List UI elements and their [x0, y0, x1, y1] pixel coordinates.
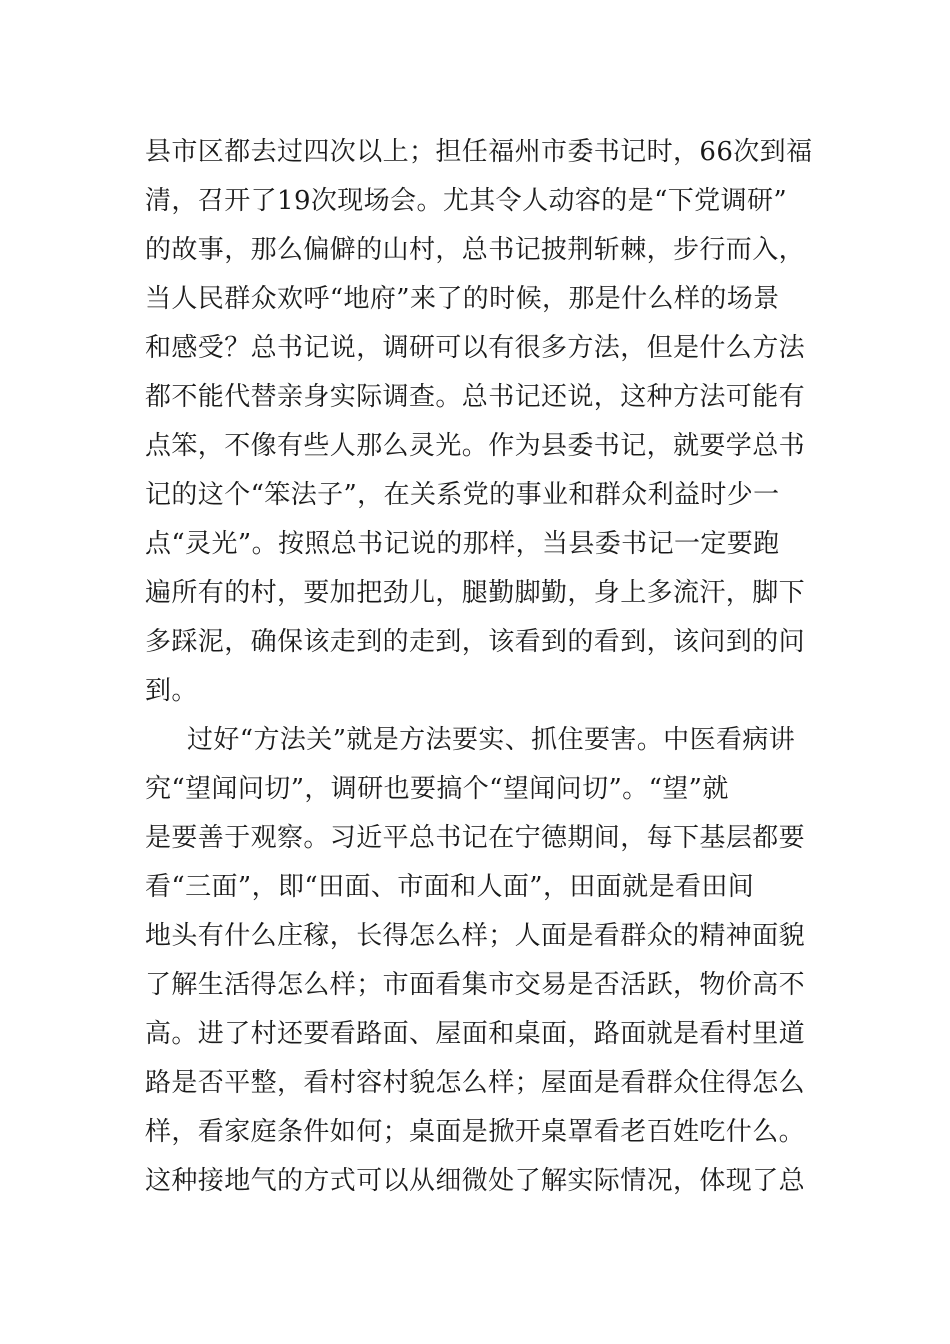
- text-line: 当人民群众欢呼“地府”来了的时候，那是什么样的场景: [145, 284, 780, 314]
- text-line: 多踩泥，确保该走到的走到，该看到的看到，该问到的问: [145, 627, 806, 657]
- text-line: 清，召开了19次现场会。尤其令人动容的是“下党调研”: [145, 186, 788, 216]
- text-line: 都不能代替亲身实际调查。总书记还说，这种方法可能有: [145, 382, 806, 412]
- text-line: 路是否平整，看村容村貌怎么样；屋面是看群众住得怎么: [145, 1068, 806, 1098]
- text-line: 和感受？总书记说，调研可以有很多方法，但是什么方法: [145, 333, 806, 363]
- text-line-indented: 过好“方法关”就是方法要实、抓住要害。中医看病讲: [187, 725, 796, 755]
- paragraph-1: [145, 128, 813, 716]
- text-line: 点笨，不像有些人那么灵光。作为县委书记，就要学总书: [145, 431, 806, 461]
- text-line: 遍所有的村，要加把劲儿，腿勤脚勤，身上多流汗，脚下: [145, 578, 806, 608]
- text-line: 高。进了村还要看路面、屋面和桌面，路面就是看村里道: [145, 1019, 806, 1049]
- body-text: [145, 128, 813, 1206]
- text-line: 记的这个“笨法子”，在关系党的事业和群众利益时少一: [145, 480, 780, 510]
- text-line: 地头有什么庄稼，长得怎么样；人面是看群众的精神面貌: [145, 921, 806, 951]
- text-line: 县市区都去过四次以上；担任福州市委书记时，66次到福: [145, 137, 813, 167]
- text-line: 样，看家庭条件如何；桌面是掀开桌罩看老百姓吃什么。: [145, 1117, 806, 1147]
- text-line: 的故事，那么偏僻的山村，总书记披荆斩棘，步行而入，: [145, 235, 806, 265]
- text-line: 到。: [145, 676, 198, 706]
- text-line: 看“三面”，即“田面、市面和人面”，田面就是看田间: [145, 872, 755, 902]
- text-line: 点“灵光”。按照总书记说的那样，当县委书记一定要跑: [145, 529, 780, 559]
- paragraph-2: [145, 716, 810, 1206]
- text-line: 这种接地气的方式可以从细微处了解实际情况，体现了总: [145, 1166, 806, 1196]
- text-line: 是要善于观察。习近平总书记在宁德期间，每下基层都要: [145, 823, 806, 853]
- text-line: 了解生活得怎么样；市面看集市交易是否活跃，物价高不: [145, 970, 806, 1000]
- text-line: 究“望闻问切”，调研也要搞个“望闻问切”。“望”就: [145, 774, 729, 804]
